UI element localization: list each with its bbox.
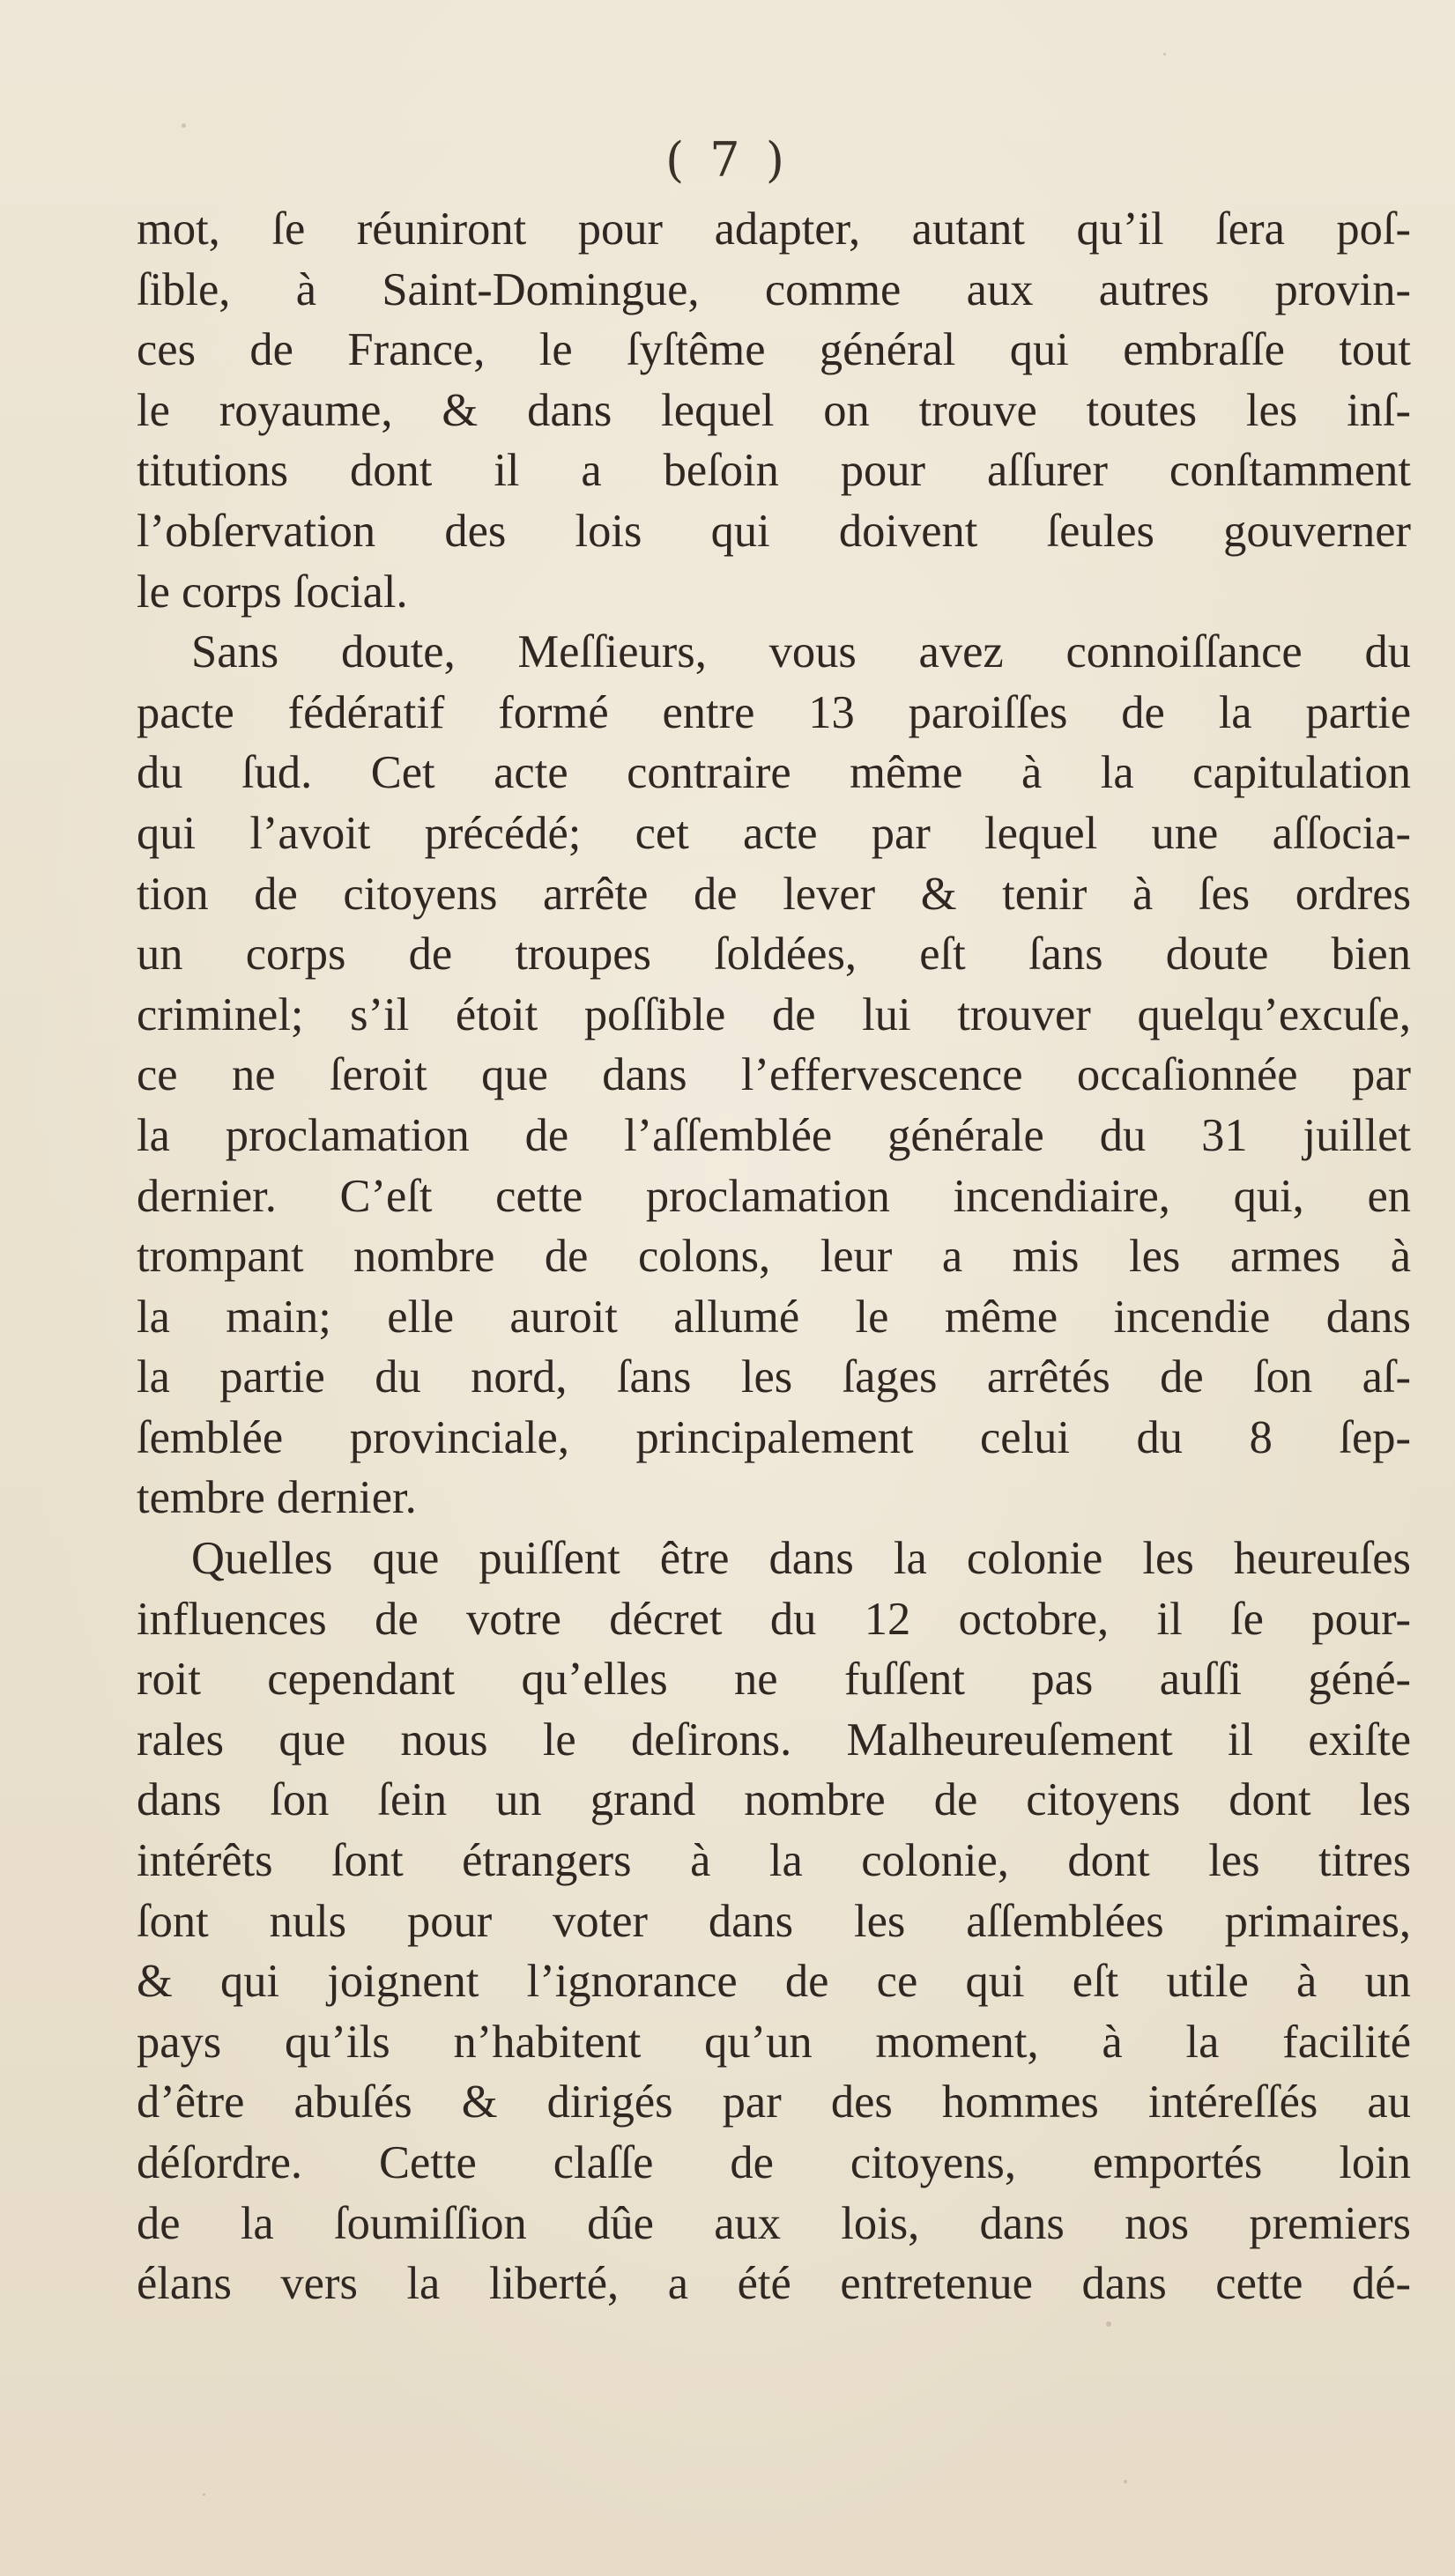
text-line: pays qu’ils n’habitent qu’un moment, à la facilité xyxy=(137,2016,1411,2068)
body-text xyxy=(137,199,1411,2314)
text-line: influences de votre décret du 12 octobre, il ſe pour- xyxy=(137,1593,1411,1645)
text-line: déſordre. Cette claſſe de citoyens, emportés loin xyxy=(137,2137,1411,2188)
text-line: le royaume, & dans lequel on trouve toutes les inſ- xyxy=(137,384,1411,436)
text-line: mot, ſe réuniront pour adapter, autant qu’il ſera poſ- xyxy=(137,204,1411,255)
text-line: tembre dernier. xyxy=(137,1472,417,1524)
text-line: Sans doute, Meſſieurs, vous avez connoiſſance du xyxy=(191,626,1411,678)
paper-speck xyxy=(203,2493,205,2496)
text-line: dans ſon ſein un grand nombre de citoyens dont les xyxy=(137,1774,1411,1826)
text-line: élans vers la liberté, a été entretenue dans cette dé- xyxy=(137,2258,1411,2310)
paper-speck xyxy=(1124,2480,1127,2483)
text-line: & qui joignent l’ignorance de ce qui eſt utile à un xyxy=(137,1956,1411,2008)
paper-speck xyxy=(182,123,186,128)
text-line: la proclamation de l’aſſemblée générale du 31 juillet xyxy=(137,1109,1411,1161)
text-line: ſible, à Saint-Domingue, comme aux autres provin- xyxy=(137,263,1411,315)
text-line: trompant nombre de colons, leur a mis les armes à xyxy=(137,1231,1411,1283)
text-line: du ſud. Cet acte contraire même à la capitulation xyxy=(137,747,1411,799)
text-line: un corps de troupes ſoldées, eſt ſans doute bien xyxy=(137,929,1411,981)
text-line: pacte fédératif formé entre 13 paroiſſes de la partie xyxy=(137,686,1411,738)
text-line: qui l’avoit précédé; cet acte par lequel une aſſocia- xyxy=(137,807,1411,859)
text-line: rales que nous le deſirons. Malheureuſement il exiſte xyxy=(137,1714,1411,1765)
text-line: roit cependant qu’elles ne fuſſent pas auſſi géné- xyxy=(137,1654,1411,1706)
paper-speck xyxy=(1163,53,1166,56)
text-line: l’obſervation des lois qui doivent ſeules gouverner xyxy=(137,505,1411,557)
text-line: dernier. C’eſt cette proclamation incendiaire, qui, en xyxy=(137,1170,1411,1222)
text-line: la main; elle auroit allumé le même incendie dans xyxy=(137,1291,1411,1343)
paper-speck xyxy=(1106,2321,1111,2327)
text-line: criminel; s’il étoit poſſible de lui trouver quelqu’excuſe, xyxy=(137,988,1411,1040)
text-line: la partie du nord, ſans les ſages arrêtés de ſon aſ- xyxy=(137,1351,1411,1403)
text-line: ces de France, le ſyſtême général qui embraſſe tout xyxy=(137,324,1411,376)
text-line: intérêts ſont étrangers à la colonie, dont les titres xyxy=(137,1835,1411,1887)
text-line: de la ſoumiſſion dûe aux lois, dans nos premiers xyxy=(137,2197,1411,2249)
text-line: le corps ſocial. xyxy=(137,566,408,618)
text-line: ce ne ſeroit que dans l’effervescence occaſionnée par xyxy=(137,1049,1411,1101)
text-line: Quelles que puiſſent être dans la colonie les heureuſes xyxy=(191,1533,1411,1585)
text-line: ſont nuls pour voter dans les aſſemblées primaires, xyxy=(137,1895,1411,1947)
text-line: tion de citoyens arrête de lever & tenir à ſes ordres xyxy=(137,868,1411,920)
text-line: ſemblée provinciale, principalement celui du 8 ſep- xyxy=(137,1411,1411,1463)
text-line: titutions dont il a beſoin pour aſſurer conſtamment xyxy=(137,445,1411,497)
text-line: d’être abuſés & dirigés par des hommes intéreſſés au xyxy=(137,2076,1411,2128)
page-number: ( 7 ) xyxy=(665,132,790,188)
